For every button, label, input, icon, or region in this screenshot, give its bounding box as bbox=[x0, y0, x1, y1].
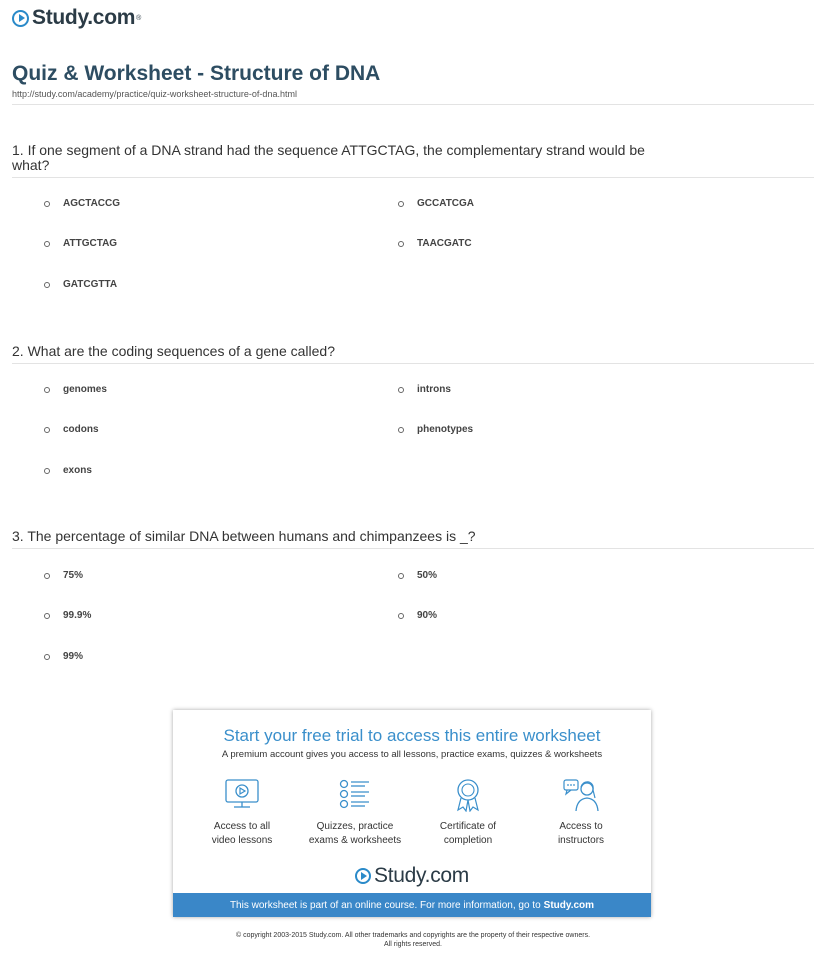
free-trial-promo[interactable] bbox=[173, 710, 651, 917]
radio-button-icon[interactable] bbox=[398, 613, 404, 619]
q2-option-d[interactable] bbox=[398, 424, 473, 435]
feature-line: video lessons bbox=[211, 835, 273, 846]
q1-option-a[interactable] bbox=[44, 198, 120, 209]
logo-registered-mark: ® bbox=[136, 14, 141, 22]
quiz-list-icon bbox=[337, 778, 373, 812]
option-label: GATCGTTA bbox=[63, 279, 118, 290]
page-title: Quiz & Worksheet - Structure of DNA bbox=[12, 62, 381, 85]
title-divider bbox=[12, 104, 814, 105]
q3-option-e[interactable] bbox=[44, 651, 83, 662]
course-info-text: This worksheet is part of an online course. For more information, go to bbox=[229, 899, 541, 911]
copyright-notice bbox=[0, 931, 826, 949]
option-label: TAACGATC bbox=[417, 238, 472, 249]
q2-option-c[interactable] bbox=[44, 424, 99, 435]
question-3-divider bbox=[12, 548, 814, 549]
feature-quizzes bbox=[300, 778, 410, 848]
q2-option-e[interactable] bbox=[44, 465, 92, 476]
radio-button-icon[interactable] bbox=[44, 613, 50, 619]
question-2-divider bbox=[12, 363, 814, 364]
option-label: 99% bbox=[63, 651, 84, 662]
feature-certificate bbox=[413, 778, 523, 848]
study-logo[interactable] bbox=[12, 6, 141, 30]
radio-button-icon[interactable] bbox=[398, 201, 404, 207]
feature-line: instructors bbox=[557, 835, 605, 846]
course-info-bar bbox=[173, 893, 651, 917]
certificate-icon bbox=[450, 778, 486, 812]
promo-subheading: A premium account gives you access to all lessons, practice exams, quizzes & worksheets bbox=[221, 749, 603, 760]
q1-option-d[interactable] bbox=[398, 238, 472, 249]
radio-button-icon[interactable] bbox=[44, 468, 50, 474]
option-label: exons bbox=[63, 465, 92, 476]
feature-video-lessons bbox=[187, 778, 297, 848]
radio-button-icon[interactable] bbox=[44, 201, 50, 207]
radio-button-icon[interactable] bbox=[398, 573, 404, 579]
radio-button-icon[interactable] bbox=[44, 427, 50, 433]
logo-text: Study.com bbox=[32, 6, 136, 29]
feature-line: Access to bbox=[559, 821, 603, 832]
option-label: introns bbox=[417, 384, 451, 395]
radio-button-icon[interactable] bbox=[398, 241, 404, 247]
feature-instructors bbox=[526, 778, 636, 848]
option-label: 90% bbox=[417, 610, 438, 621]
q3-option-c[interactable] bbox=[44, 610, 91, 621]
option-label: 50% bbox=[417, 570, 438, 581]
option-label: phenotypes bbox=[417, 424, 474, 435]
question-1-text: 1. If one segment of a DNA strand had the sequence ATTGCTAG, the complementary strand would be what? bbox=[12, 142, 645, 173]
radio-button-icon[interactable] bbox=[44, 387, 50, 393]
option-label: ATTGCTAG bbox=[63, 238, 118, 249]
copyright-line-1: © copyright 2003-2015 Study.com. All other trademarks and copyrights are the property of their respective owners. bbox=[235, 932, 591, 939]
option-label: GCCATCGA bbox=[417, 198, 475, 209]
promo-heading[interactable]: Start your free trial to access this entire worksheet bbox=[223, 726, 601, 745]
option-label: AGCTACCG bbox=[63, 198, 121, 209]
radio-button-icon[interactable] bbox=[398, 387, 404, 393]
page-url: http://study.com/academy/practice/quiz-worksheet-structure-of-dna.html bbox=[12, 89, 297, 99]
option-label: 75% bbox=[63, 570, 84, 581]
question-3-text: 3. The percentage of similar DNA between humans and chimpanzees is _? bbox=[12, 528, 476, 544]
option-label: codons bbox=[63, 424, 99, 435]
q1-option-b[interactable] bbox=[398, 198, 474, 209]
play-logo-icon bbox=[12, 10, 29, 27]
q1-option-c[interactable] bbox=[44, 238, 117, 249]
radio-button-icon[interactable] bbox=[398, 427, 404, 433]
radio-button-icon[interactable] bbox=[44, 282, 50, 288]
feature-line: Quizzes, practice bbox=[316, 821, 394, 832]
q3-option-b[interactable] bbox=[398, 570, 437, 581]
q2-option-b[interactable] bbox=[398, 384, 451, 395]
q1-option-e[interactable] bbox=[44, 279, 117, 290]
radio-button-icon[interactable] bbox=[44, 654, 50, 660]
promo-logo-text: Study.com bbox=[374, 864, 469, 887]
feature-line: completion bbox=[443, 835, 493, 846]
feature-line: Certificate of bbox=[439, 821, 497, 832]
instructor-icon bbox=[563, 778, 599, 812]
q3-option-a[interactable] bbox=[44, 570, 83, 581]
copyright-line-2: All rights reserved. bbox=[384, 941, 442, 948]
q2-option-a[interactable] bbox=[44, 384, 107, 395]
feature-line: exams & worksheets bbox=[308, 835, 402, 846]
video-lesson-icon bbox=[224, 778, 260, 812]
feature-line: Access to all bbox=[213, 821, 271, 832]
radio-button-icon[interactable] bbox=[44, 573, 50, 579]
question-2-text: 2. What are the coding sequences of a gene called? bbox=[12, 343, 335, 359]
option-label: genomes bbox=[63, 384, 107, 395]
study-link[interactable]: Study.com bbox=[543, 899, 595, 911]
radio-button-icon[interactable] bbox=[44, 241, 50, 247]
promo-study-logo[interactable] bbox=[173, 864, 651, 888]
option-label: 99.9% bbox=[63, 610, 92, 621]
play-logo-icon bbox=[355, 868, 371, 884]
q3-option-d[interactable] bbox=[398, 610, 437, 621]
question-1-divider bbox=[12, 177, 814, 178]
